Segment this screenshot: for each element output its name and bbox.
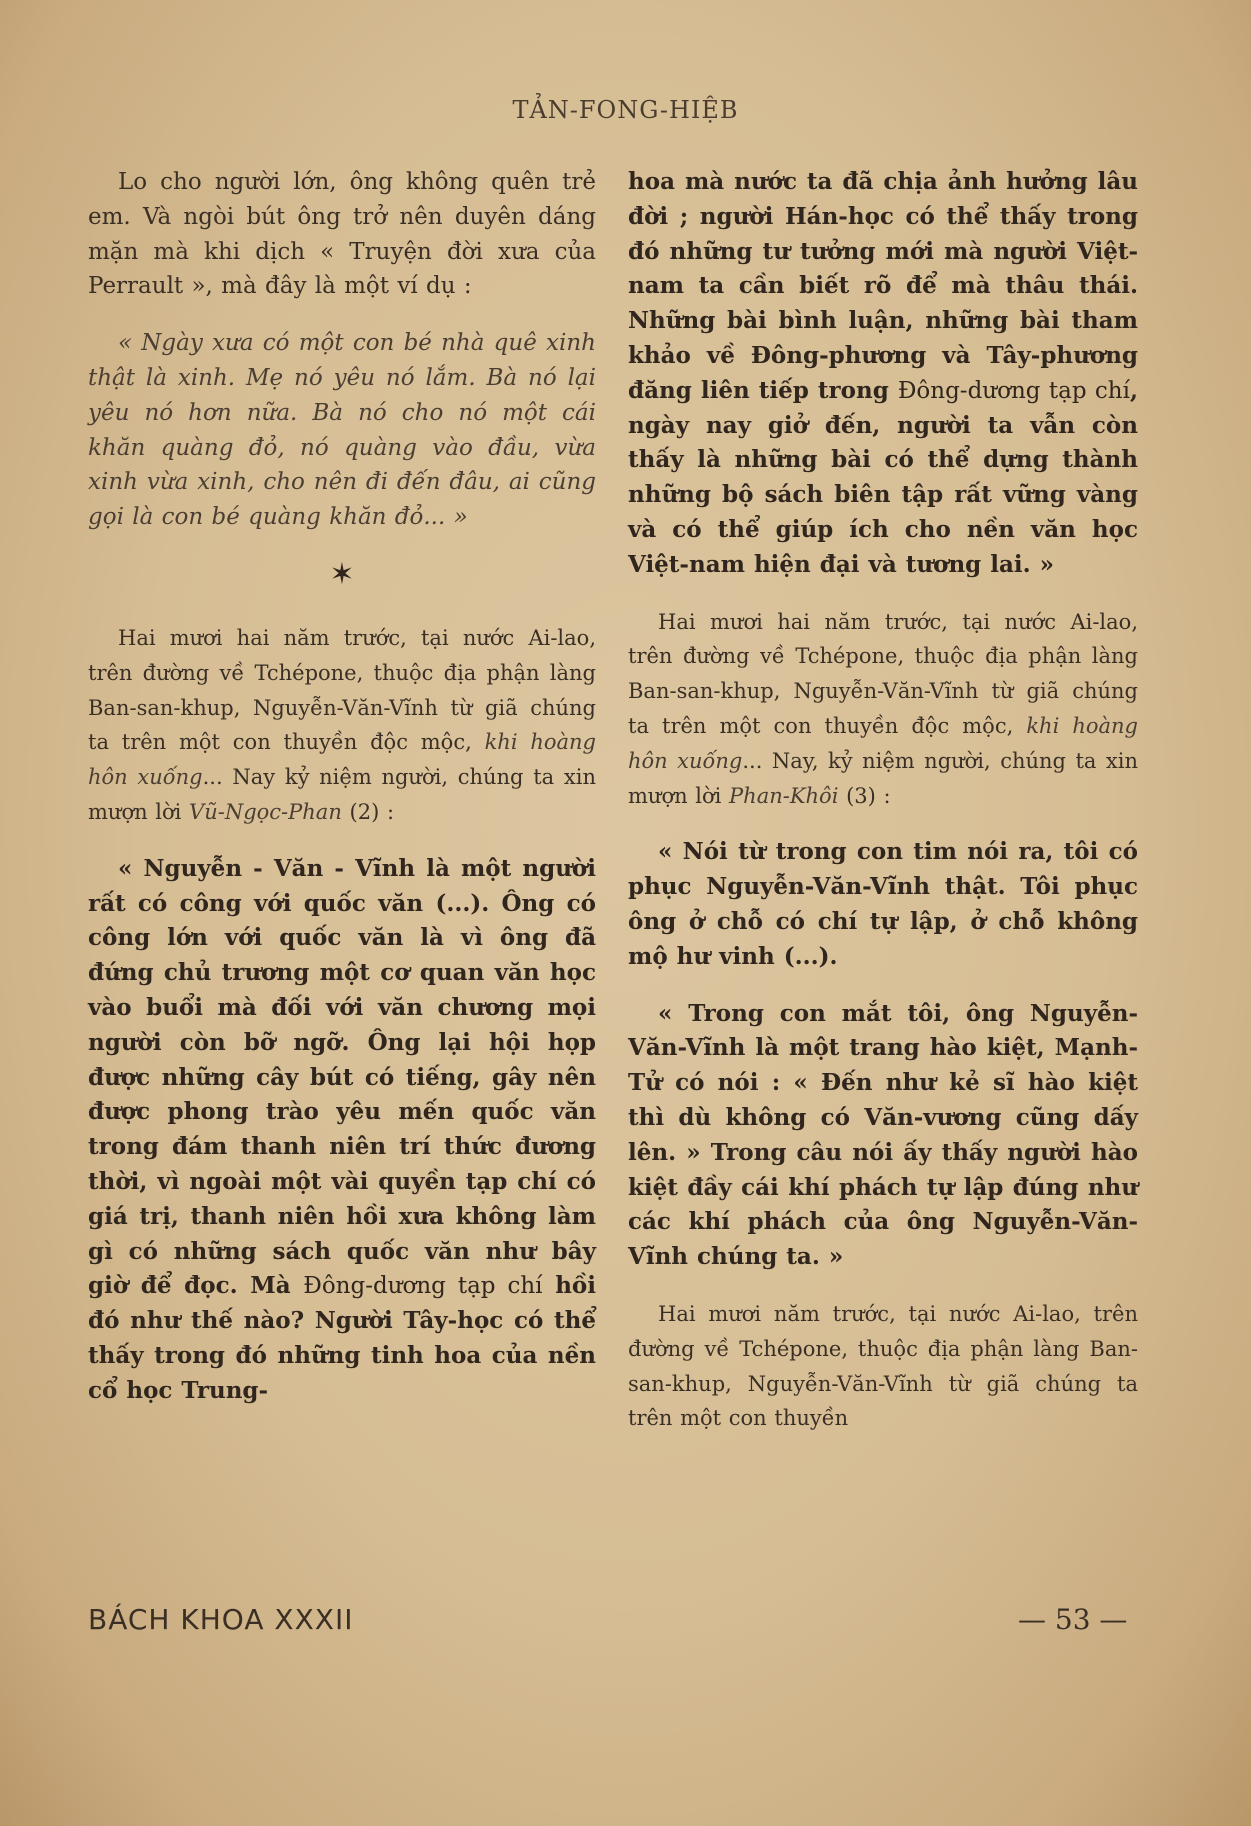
- intro-paragraph: Lo cho người lớn, ông không quên trẻ em. Và ngòi bút ông trở nên duyên dáng mặn mà khi dịch « Truyện đời xưa của Perrault », mà đây là một ví dụ :: [88, 169, 596, 300]
- memorial-italic-phrase-2: khi hoàng hôn xuống: [628, 713, 1138, 773]
- left-column: [88, 165, 596, 1409]
- publication-name: BÁCH KHOA XXXII: [88, 1603, 354, 1636]
- page-number: — 53 —: [1018, 1603, 1128, 1636]
- magazine-name: Đông-dương tạp chí: [303, 1273, 543, 1300]
- quote-cont-text-2: , ngày nay giở đến, người ta vẫn còn thấy là những bài có thể dựng thành những bộ sách biên tập rất vững vàng và có thể giúp ích cho nền văn học Việt-nam hiện đại và tương lai. »: [628, 376, 1138, 578]
- vu-ngoc-phan-quote: [88, 852, 596, 1409]
- quote-cont-text-1: hoa mà nước ta đã chịa ảnh hưởng lâu đời ; người Hán-học có thể thấy trong đó những tư tưởng mới mà người Việt-nam ta cần biết rõ để mà thâu thái. Những bài bình luận, những bài tham khảo về Đông-phương và Tây-phương đăng liên tiếp trong: [628, 168, 1138, 404]
- phan-khoi-quote-2: « Trong con mắt tôi, ông Nguyễn-Văn-Vĩnh là một trang hào kiệt, Mạnh-Tử có nói : « Đến như kẻ sĩ hào kiệt thì dù không có Văn-vương cũng dấy lên. » Trong câu nói ấy thấy người hào kiệt đầy cái khí phách tự lập đúng như các khí phách của ông Nguyễn-Văn-Vĩnh chúng ta. »: [628, 999, 1138, 1271]
- quoted-author-name-2: Phan-Khôi: [729, 783, 839, 808]
- memorial-paragraph-left: [88, 621, 596, 830]
- memorial-paragraph-right: [628, 605, 1138, 814]
- memorial-italic-phrase: khi hoàng hôn xuống: [88, 730, 596, 790]
- memorial-text-3: Hai mươi hai năm trước, tại nước Ai-lao, trên đường về Tchépone, thuộc địa phận làng Ban-san-khup, Nguyễn-Văn-Vĩnh từ giã chúng ta trên một con thuyền độc mộc,: [628, 609, 1138, 738]
- memorial-text-4: ... Nay, kỷ niệm người, chúng ta xin mượn lời: [628, 748, 1138, 808]
- vu-ngoc-phan-quote-continued: [628, 165, 1138, 583]
- quoted-author-name: Vũ-Ngọc-Phan: [189, 799, 342, 824]
- running-header: TẢN-FONG-HIỆB: [512, 96, 739, 124]
- phan-khoi-quote-1: « Nói từ trong con tim nói ra, tôi có phục Nguyễn-Văn-Vĩnh thật. Tôi phục ông ở chỗ có chí tự lập, ở chỗ không mộ hư vinh (...).: [628, 838, 1138, 970]
- repeated-memorial-paragraph: Hai mươi năm trước, tại nước Ai-lao, trên đường về Tchépone, thuộc địa phận làng Ban-san-khup, Nguyễn-Văn-Vĩnh từ giã chúng ta trên một con thuyền: [628, 1301, 1138, 1431]
- right-column: [628, 165, 1138, 1436]
- quote-text-2: hồi đó như thế nào? Người Tây-học có thể thấy trong đó những tinh hoa của nền cổ học Trung-: [88, 1272, 596, 1404]
- memorial-text-2: ... Nay kỷ niệm người, chúng ta xin mượn lời: [88, 765, 596, 824]
- memorial-text-1: Hai mươi hai năm trước, tại nước Ai-lao, trên đường về Tchépone, thuộc địa phận làng Ban-san-khup, Nguyễn-Văn-Vĩnh từ giã chúng ta trên một con thuyền độc mộc,: [88, 625, 596, 755]
- footnote-ref-2: (3) :: [838, 783, 891, 808]
- section-separator-icon: ✶: [329, 556, 355, 592]
- magazine-name-2: Đông-dương tạp chí: [897, 377, 1130, 404]
- quote-text-1: « Nguyễn - Văn - Vĩnh là một người rất có công với quốc văn (...). Ông có công lớn với quốc văn là vì ông đã đứng chủ trương một cơ quan văn học vào buổi mà đối với văn chương mọi người còn bỡ ngỡ. Ông lại hội họp được những cây bút có tiếng, gây nên được phong trào yêu mến quốc văn trong đám thanh niên trí thức đương thời, vì ngoài một vài quyền tạp chí có giá trị, thanh niên hồi xưa không làm gì có những sách quốc văn như bây giờ để đọc. Mà: [88, 854, 596, 1300]
- translation-quote: « Ngày xưa có một con bé nhà quê xinh thật là xinh. Mẹ nó yêu nó lắm. Bà nó lại yêu nó hơn nữa. Bà nó cho nó một cái khăn quàng đỏ, nó quàng vào đầu, vừa xinh vừa xinh, cho nên đi đến đâu, ai cũng gọi là con bé quàng khăn đỏ... »: [88, 330, 596, 531]
- footnote-ref: (2) :: [341, 799, 395, 824]
